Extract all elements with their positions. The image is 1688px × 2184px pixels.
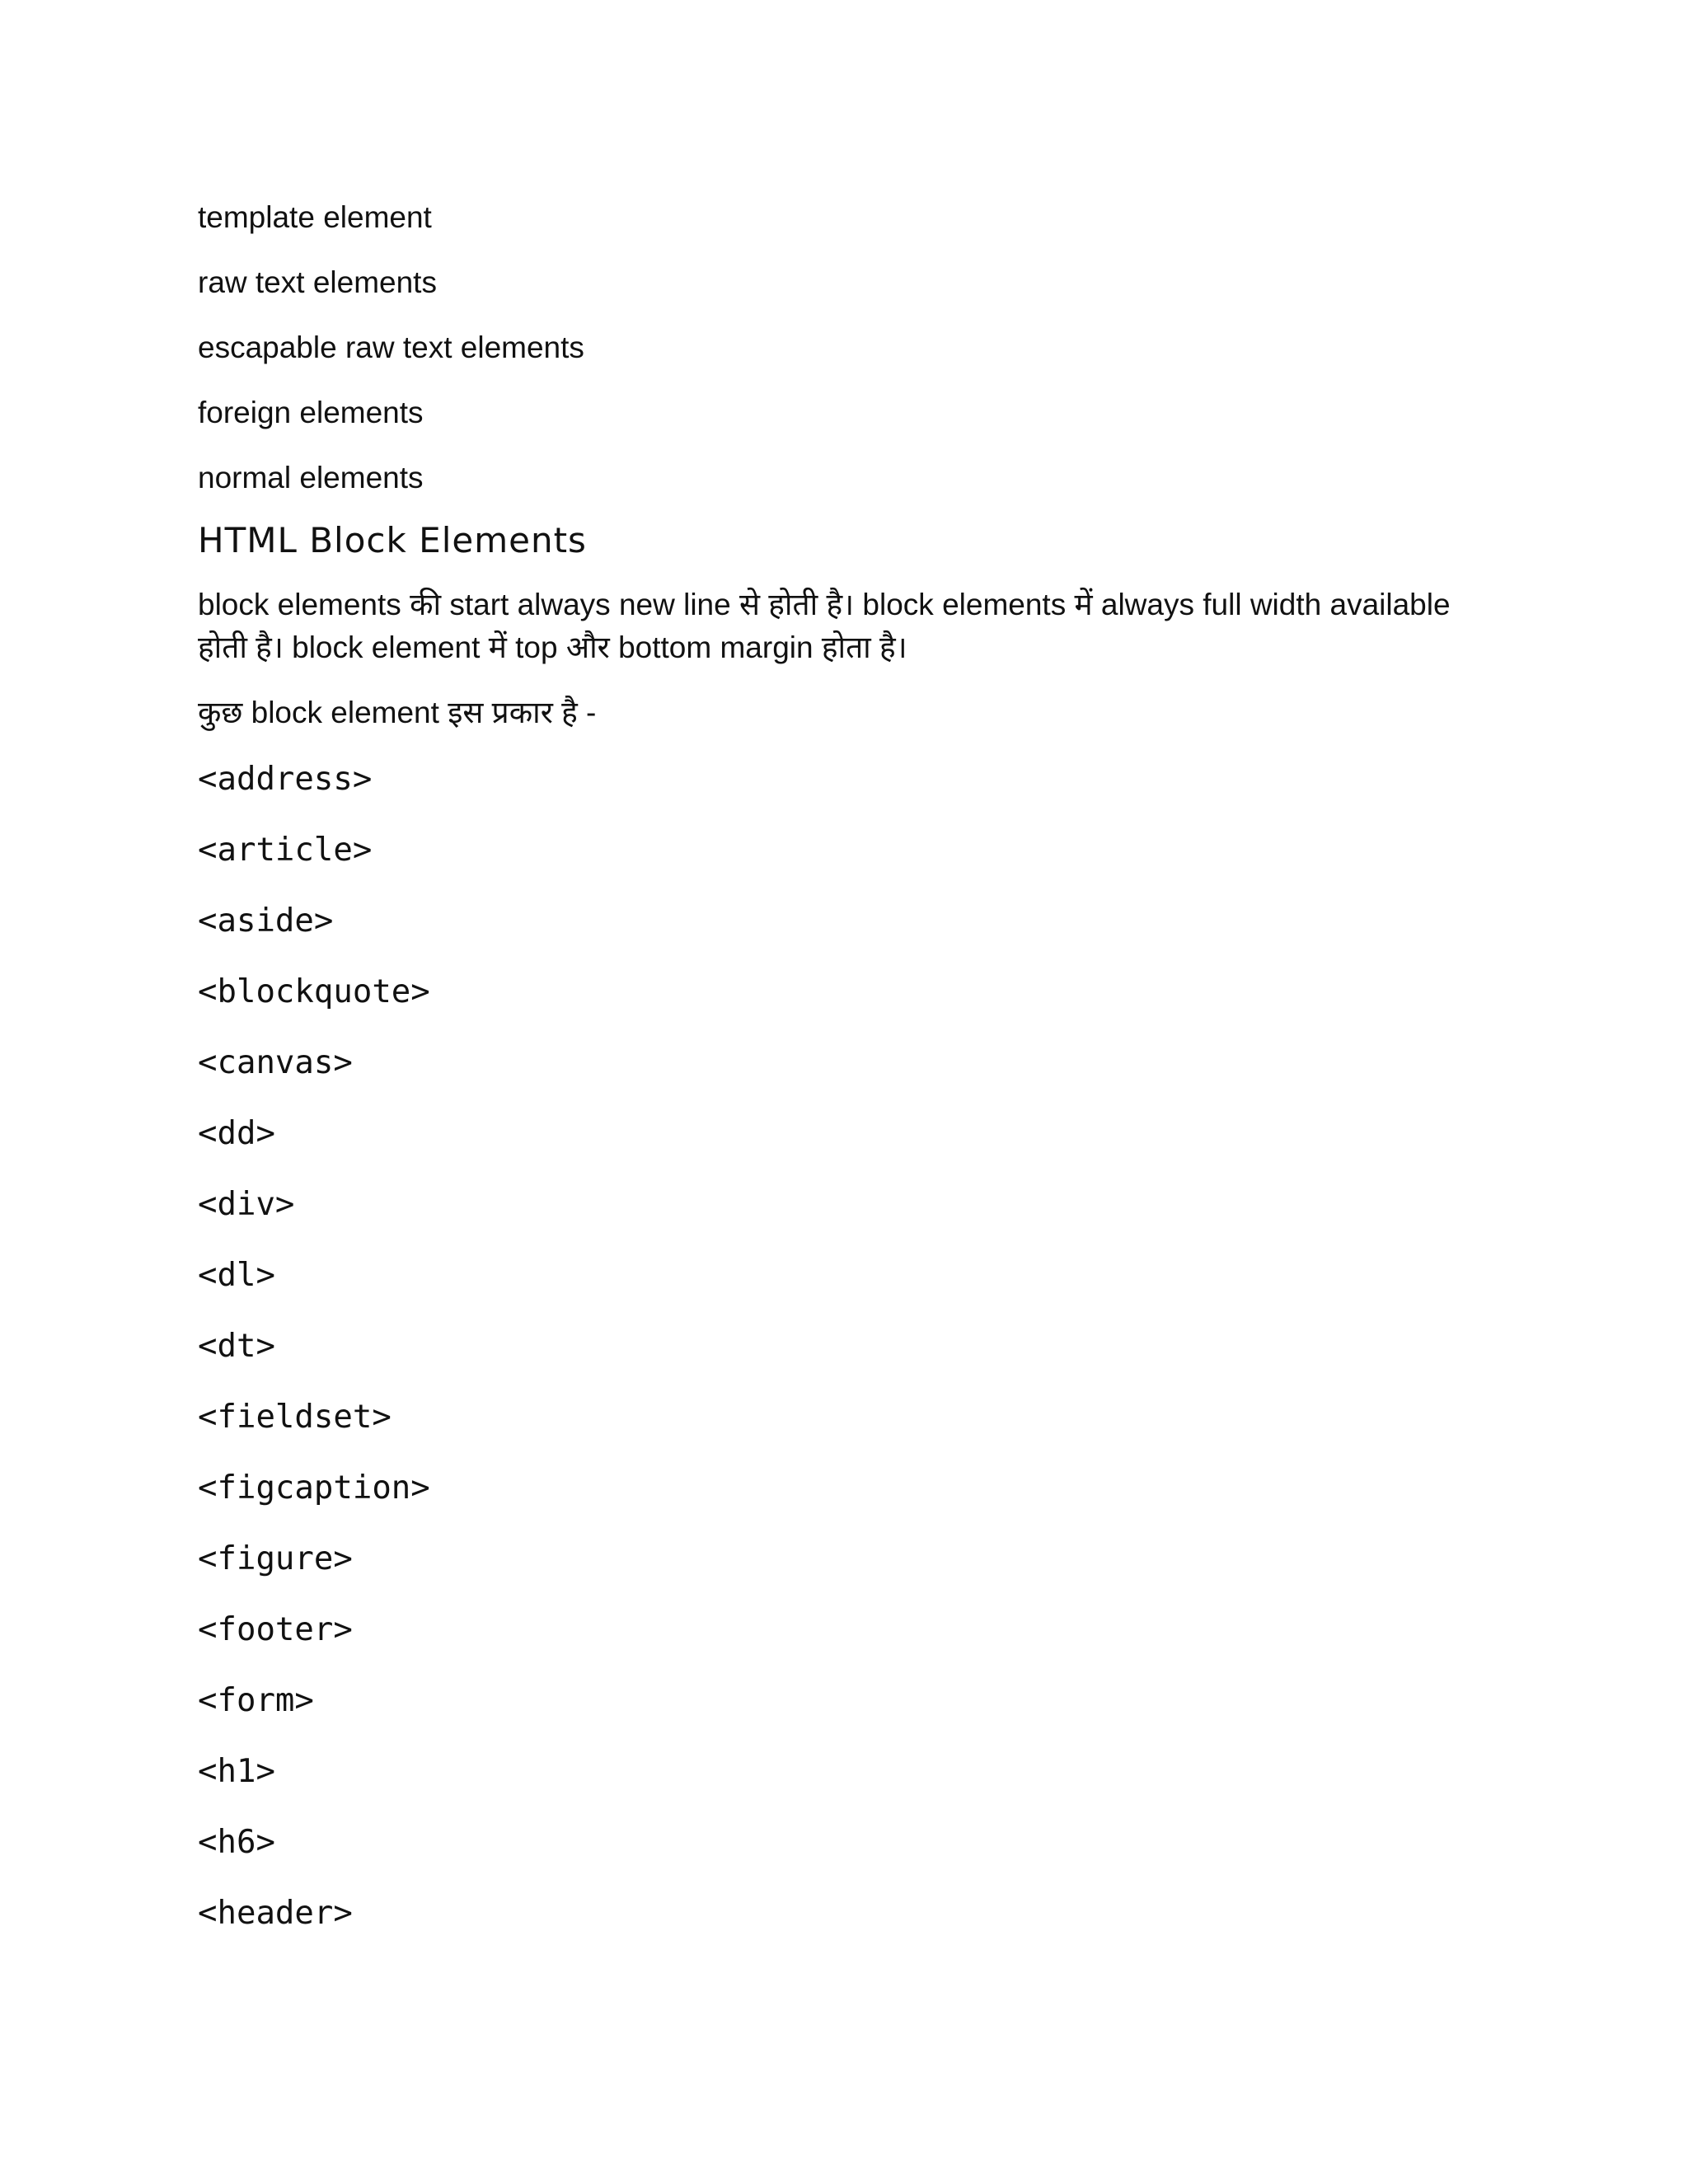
tag-h1: <h1> <box>198 1753 275 1790</box>
tag-address: <address> <box>198 761 373 798</box>
section-heading: HTML Block Elements <box>198 520 587 560</box>
block-elements-lead: कुछ block element इस प्रकार है - <box>198 696 597 729</box>
tag-dl: <dl> <box>198 1257 275 1294</box>
intro-item-escapable-raw-text-elements: escapable raw text elements <box>198 330 584 364</box>
tag-dt: <dt> <box>198 1328 275 1365</box>
tag-fieldset: <fieldset> <box>198 1399 392 1436</box>
tag-header: <header> <box>198 1895 353 1932</box>
intro-item-foreign-elements: foreign elements <box>198 396 424 429</box>
block-tag-list <box>198 757 1500 1937</box>
block-elements-paragraph: block elements की start always new line से होती है। block elements में always full width available होती है। block element में top और bottom margin होता है। <box>198 588 1451 664</box>
tag-dd: <dd> <box>198 1115 275 1152</box>
tag-form: <form> <box>198 1682 314 1719</box>
document-content <box>198 196 1500 1961</box>
tag-figure: <figure> <box>198 1540 353 1577</box>
intro-item-template-element: template element <box>198 200 432 234</box>
tag-canvas: <canvas> <box>198 1044 353 1081</box>
tag-h6: <h6> <box>198 1824 275 1861</box>
intro-item-raw-text-elements: raw text elements <box>198 265 437 299</box>
tag-blockquote: <blockquote> <box>198 973 430 1010</box>
tag-figcaption: <figcaption> <box>198 1469 430 1507</box>
tag-div: <div> <box>198 1186 295 1223</box>
intro-item-normal-elements: normal elements <box>198 461 424 494</box>
tag-article: <article> <box>198 832 373 869</box>
tag-footer: <footer> <box>198 1611 353 1648</box>
tag-aside: <aside> <box>198 902 334 940</box>
